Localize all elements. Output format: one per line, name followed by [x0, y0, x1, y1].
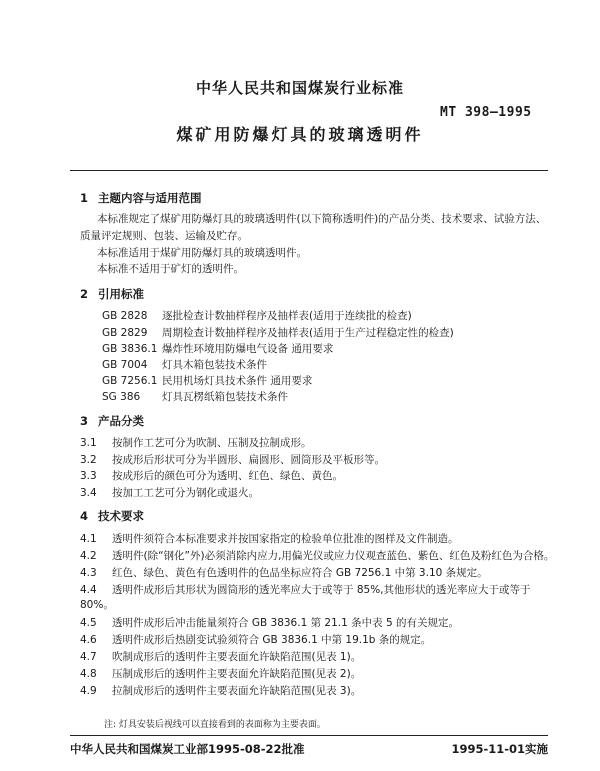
clause-item	[80, 666, 361, 681]
clause-number: 4.6	[80, 634, 97, 646]
paragraph: 本标准规定了煤矿用防爆灯具的玻璃透明件(以下简称透明件)的产品分类、技术要求、试验方法、	[97, 213, 547, 225]
reference-text: 灯具瓦楞纸箱包装技术条件	[162, 391, 288, 403]
section-2-heading	[80, 286, 144, 302]
section-number: 2	[80, 287, 89, 301]
clause-number: 4.8	[80, 668, 97, 680]
footnote: 注: 灯具安装后视线可以直接看到的表面称为主要表面。	[104, 720, 326, 730]
clause-number: 4.2	[80, 550, 97, 562]
reference-item	[102, 389, 288, 404]
clause-text: 按加工工艺可分为钢化或退火。	[112, 487, 259, 499]
clause-continuation: 80%。	[80, 599, 114, 611]
clause-number: 4.5	[80, 617, 97, 629]
section-4-heading	[80, 508, 144, 524]
section-1-heading	[80, 190, 202, 206]
clause-text: 压制成形后的透明件主要表面允许缺陷范围(见表 2)。	[112, 668, 362, 680]
clause-item	[80, 485, 259, 500]
section-number: 4	[80, 509, 89, 523]
approval-statement: 中华人民共和国煤炭工业部1995-08-22批准	[70, 742, 305, 756]
clause-text: 红色、绿色、黄色有色透明件的色品坐标应符合 GB 7256.1 中第 3.10 条规定。	[112, 567, 488, 579]
clause-item	[80, 615, 459, 630]
effective-date: 1995-11-01实施	[451, 742, 548, 756]
clause-item	[80, 649, 361, 664]
clause-number: 4.3	[80, 567, 97, 579]
section-number: 1	[80, 191, 89, 205]
reference-code: SG 386	[102, 391, 141, 403]
reference-code: GB 2828	[102, 310, 148, 322]
clause-text: 透明件成形后其形状为圆筒形的透光率应大于或等于 85%,其他形状的透光率应大于或等于	[112, 584, 531, 596]
clause-text: 透明件(除“钢化”外)必须消除内应力,用偏光仪或应力仪观查蓝色、紫色、红色及粉红色为合格。	[112, 550, 555, 562]
section-number: 3	[80, 414, 89, 428]
document-title: 煤矿用防爆灯具的玻璃透明件	[176, 125, 424, 144]
clause-text: 透明件成形后冲击能量须符合 GB 3836.1 第 21.1 条中表 5 的有关规定。	[112, 617, 460, 629]
clause-number: 3.2	[80, 454, 97, 466]
section-title: 引用标准	[98, 287, 145, 301]
clause-item	[80, 548, 554, 563]
reference-text: 爆炸性环境用防爆电气设备 通用要求	[162, 343, 334, 355]
reference-item	[102, 341, 333, 356]
reference-text: 灯具木箱包装技术条件	[162, 359, 267, 371]
reference-code: GB 3836.1	[102, 343, 158, 355]
clause-item	[80, 531, 459, 546]
clause-item	[80, 582, 531, 597]
clause-text: 按成形后的颜色可分为透明、红色、绿色、黄色。	[112, 470, 343, 482]
reference-code: GB 2829	[102, 327, 148, 339]
reference-item	[102, 308, 412, 323]
clause-item	[80, 468, 343, 483]
reference-text: 逐批检查计数抽样程序及抽样表(适用于连续批的检查)	[162, 310, 412, 322]
clause-item	[80, 683, 361, 698]
reference-code: GB 7004	[102, 359, 148, 371]
section-title: 技术要求	[98, 509, 145, 523]
clause-text: 透明件成形后热剧变试验须符合 GB 3836.1 中第 19.1b 条的规定。	[112, 634, 432, 646]
clause-item	[80, 435, 312, 450]
clause-number: 3.3	[80, 470, 97, 482]
header-divider	[70, 170, 548, 171]
section-3-heading	[80, 413, 144, 429]
reference-text: 民用机场灯具技术条件 通用要求	[162, 375, 313, 387]
clause-number: 4.4	[80, 584, 97, 596]
clause-text: 按制作工艺可分为吹制、压制及拉制成形。	[112, 437, 312, 449]
clause-item	[80, 565, 488, 580]
clause-text: 拉制成形后的透明件主要表面允许缺陷范围(见表 3)。	[112, 685, 362, 697]
clause-item	[80, 452, 385, 467]
reference-item	[102, 373, 312, 388]
clause-number: 4.9	[80, 685, 97, 697]
reference-code: GB 7256.1	[102, 375, 158, 387]
clause-number: 3.4	[80, 487, 97, 499]
section-title: 主题内容与适用范围	[98, 191, 202, 205]
reference-item	[102, 325, 454, 340]
clause-text: 透明件须符合本标准要求并按国家指定的检验单位批准的图样及文件制造。	[112, 533, 459, 545]
clause-number: 4.7	[80, 651, 97, 663]
section-title: 产品分类	[98, 414, 145, 428]
clause-number: 4.1	[80, 533, 97, 545]
paragraph: 本标准适用于煤矿用防爆灯具的玻璃透明件。	[97, 247, 307, 259]
standard-code: MT 398—1995	[440, 105, 532, 120]
issuing-org-title: 中华人民共和国煤炭行业标准	[195, 79, 404, 97]
clause-item	[80, 632, 431, 647]
reference-item	[102, 357, 267, 372]
reference-text: 周期检查计数抽样程序及抽样表(适用于生产过程稳定性的检查)	[162, 327, 454, 339]
paragraph: 本标准不适用于矿灯的透明件。	[97, 263, 244, 275]
paragraph: 质量评定规则、包装、运输及贮存。	[80, 230, 248, 242]
clause-text: 吹制成形后的透明件主要表面允许缺陷范围(见表 1)。	[112, 651, 362, 663]
footer-divider	[70, 735, 548, 736]
clause-text: 按成形后形状可分为半圆形、扁圆形、圆筒形及平板形等。	[112, 454, 385, 466]
clause-number: 3.1	[80, 437, 97, 449]
